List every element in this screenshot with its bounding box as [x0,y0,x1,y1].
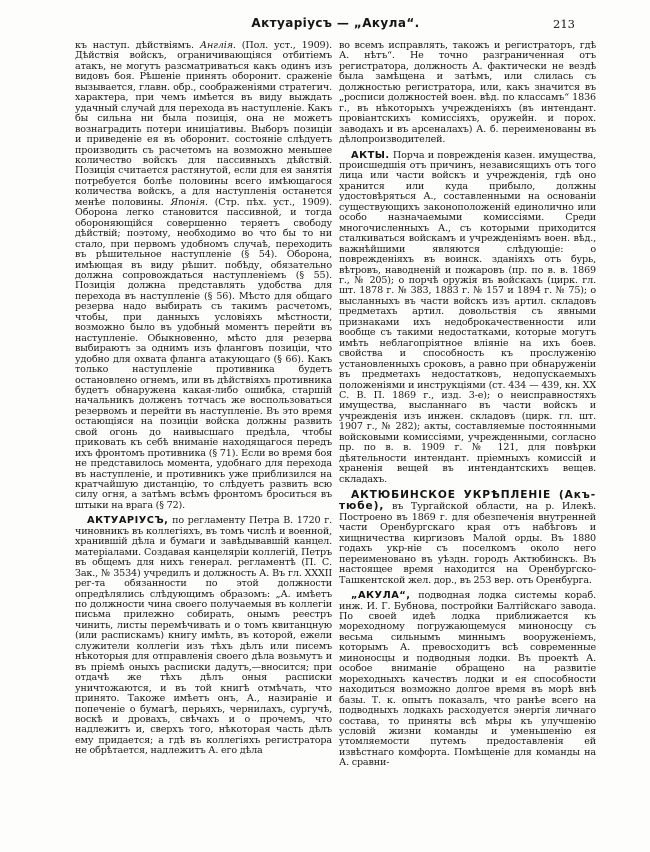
page-header [75,16,596,32]
entry-text: Порча и поврежденія казен. имущества, происшедшія отъ причинъ, независящихъ отъ того лица или части войскъ и учрежденія, гдѣ оно хранится или куда прибыло, должны удостовѣряться А., составленными на основаніи существующихъ законоположеній единолично или особо назначаемыми комиссіями. Среди многочисленныхъ А., съ которыми приходится сталкиваться войскамъ и учрежденіямъ воен. вѣд., важнѣйшими являются слѣдующіе: о поврежденіяхъ въ воинск. зданіяхъ отъ бурь, вѣтровъ, наводненій и пожаровъ (пр. по в. в. 1869 г., № 205); о порчѣ оружія въ войскахъ (цирк. гл. шт. 1878 г. № 383, 1883 г. № 157 и 1894 г. № 75); о высланныхъ въ части войскъ изъ артил. складовъ предметахъ артил. довольствія съ явными признаками ихъ недоброкачественности или вообще съ такими недостатками, которые могутъ имѣть неблагопріятное вліяніе на ихъ боев. свойства и способность къ прослуженію установленныхъ сроковъ, а равно при обнаруженіи въ предметахъ недостатковъ, недопускаемыхъ положеніями и инструкціями (ст. 434 — 439, кн. XX С. В. П. 1869 г., изд. 3-е); о неисправностяхъ имущества, высланнаго въ части войскъ и учрежденія изъ инжен. складовъ (цирк. гл. шт. 1907 г., № 282); акты, составляемые постоянными войсковыми комиссіями, учрежденными, согласно пр. по в. в. 1909 г. № 121, для повѣрки дѣятельности интендант. пріемныхъ комиссій и храненія вещей въ интендантскихъ вещев. складахъ. [339,149,596,485]
entry-aktyubinsk [339,490,596,586]
entry-akty [339,151,596,486]
left-column [75,41,332,841]
text-run: во всемъ исправлять, такожъ и регистраторъ, гдѣ А. нѣтъ“. Не точно разграниченная отъ регистратора, должность А. фактически не вездѣ была замѣщена и затѣмъ, или слилась съ должностью регистратора, или, какъ значится въ „росписи должностей воен. вѣд. по классамъ“ 1836 г., въ нѣкоторыхъ учрежденіяхъ (въ интендант. провіантскихъ комиссіяхъ, оружейн. и порох. заводахъ и въ арсеналахъ) А. б. переименованы въ дѣлопроизводителей. [339,41,596,146]
text-run: къ наступ. дѣйствіямъ. [75,41,200,51]
text-run: (Пол. уст., 1909). Дѣйствія войскъ, ограничивающіяся отбитіемъ атакъ, не могутъ разсматриваться какъ одинъ изъ видовъ боя. Рѣшеніе принять оборонит. сраженіе вызывается, главн. обр., соображеніями стратегич. характера, при чемъ имѣется въ виду выждать удачный случай для перехода въ наступленіе. Какъ бы сильна ни была позиція, она не можетъ вознаградить потери иниціативы. Выборъ позиціи и приведеніе ея въ оборонит. состояніе слѣдуетъ производить съ расчетомъ на возможно меньшее количество войскъ для пассивныхъ дѣйствій. Позиція считается растянутой, если для ея занятія потребуется болѣе половины всего имѣющагося количества войскъ, а для наступленія останется менѣе половины. [75,41,332,208]
entry-headword-aktyubinsk: АКТЮБИНСКОЕ УКРѢПЛЕНІЕ (Акъ-тюбе), [339,489,596,513]
text-run: (Стр. пѣх. уст., 1909). Оборона легко становится пассивной, и тогда обороняющійся совершенно теряетъ свободу дѣйствій; поэтому, необходимо во что бы то ни стало, при первомъ удобномъ случаѣ, переходить въ рѣшительное наступленіе (§ 54). Оборона, имѣющая въ виду рѣшит. побѣду, обязательно должна сопровождаться наступленіемъ (§ 55). Позиція должна представлять удобства для перехода въ наступленіе (§ 56). Мѣсто для общаго резерва надо выбирать съ такимъ расчетомъ, чтобы, при данныхъ условіяхъ мѣстности, возможно было въ удобный моментъ перейти въ наступленіе. Обыкновенно, мѣсто для резерва выбираютъ за однимъ изъ фланговъ позиціи, что удобно для охвата фланга атакующаго (§ 66). Какъ только наступленіе противника будетъ остановлено огнемъ, или въ дѣйствіяхъ противника будетъ обнаружена какая-либо ошибка, старшій начальникъ долженъ тотчасъ же воспользоваться резервомъ и перейти въ наступленіе. Въ это время остающіяся на позиціи войска должны развить свой огонь до наивысшаго предѣла, чтобы приковать къ себѣ вниманіе находящагося передъ ихъ фронтомъ противника (§ 71). Если во время боя не представилось момента, удобнаго для перехода въ наступленіе, и противникъ уже приблизился на кратчайшую дистанцію, то слѣдуетъ развить всю силу огня, а затѣмъ всѣмъ фронтомъ броситься въ штыки на врага (§ 72). [75,196,332,511]
paragraph-continuation-aktuarius [339,41,596,146]
entry-text: въ Тургайской области, на р. Илекѣ. Построено въ 1869 г. для обезпеченія внутренней части Оренбургскаго края отъ набѣговъ и хищничества киргизовъ Малой орды. Въ 1880 годахъ укр-ніе съ поселкомъ около него переименовано въ уѣздн. городъ Актюбинскъ. Въ настоящее время находится на Оренбургско-Ташкентской жел. дор., въ 253 вер. отъ Оренбурга. [339,501,596,586]
entry-headword-akula: „АКУЛА“, [351,590,411,602]
text-columns [75,41,596,841]
text-run-italic-japan: Японія. [170,196,208,208]
entry-headword-aktuarius: АКТУАРІУСЪ, [87,515,169,527]
entry-text: подводная лодка системы кораб. инж. И. Г. Бубнова, постройки Балтійскаго завода. По своей идеѣ лодка приближается къ мореходному погружающемуся миноносцу съ весьма сильнымъ миннымъ вооруженіемъ, которымъ А. превосходитъ всѣ современные миноносцы и подводныя лодки. Въ проектѣ А. особое вниманіе обращено на развитіе мореходныхъ качествъ лодки и ея способности находиться возможно долгое время въ морѣ внѣ базы. Т. к. опытъ показалъ, что ранѣе всего на подводныхъ лодкахъ расходуется энергія личнаго состава, то приняты всѣ мѣры къ улучшенію условій жизни команды и уменьшенію ея утомляемости путемъ предоставленія ей извѣстнаго комфорта. Помѣщеніе для команды на А. сравни- [339,590,596,769]
entry-headword-akty: АКТЫ. [351,149,390,161]
running-title: Актуаріусъ — „Акула“. [251,16,420,30]
entry-aktuarius [75,516,332,756]
paragraph-continuation-oborona [75,41,332,511]
page-number: 213 [553,17,575,31]
entry-text: по регламенту Петра В. 1720 г. чиновникъ въ коллегіяхъ, въ томъ числѣ и военной, хранившій дѣла и бумаги и завѣдывавшій канцел. матеріалами. Создавая канцеляріи коллегій, Петръ въ общемъ для нихъ генерал. регламентѣ (П. С. Зак., № 3534) учредилъ и должность А. Въ гл. XXXII рег-та обязанности по этой должности опредѣлялись слѣдующимъ образомъ: „А. имѣетъ по должности чина своего получаемыя въ коллегіи письма прилежно собирать, онымъ реестръ чинить, листы перемѣчивать и о томъ квитанцную (или распискамъ) книгу имѣть, въ которой, ежели служители коллегіи изъ тѣхъ дѣлъ или писемъ нѣкоторыя для отправленія своего дѣла возьмутъ и въ пріемѣ оныхъ расписки дадутъ,—вносится; при отдачѣ же тѣхъ дѣлъ оныя расписки уничтожаются, и въ той книгѣ отмѣчать, что принято. Такоже имѣетъ онъ, А., назираніе и попеченіе о бумагѣ, перьяхъ, чернилахъ, сургучѣ, воскѣ и дровахъ, свѣчахъ и о прочемъ, что надлежитъ и, сверхъ того, нѣкоторая часть дѣлъ ему придается; а гдѣ въ коллегіяхъ регистратора не обрѣтается, надлежитъ А. его дѣла [75,515,332,757]
entry-akula [339,591,596,769]
text-run-italic-england: Англія. [199,41,236,51]
right-column [339,41,596,841]
